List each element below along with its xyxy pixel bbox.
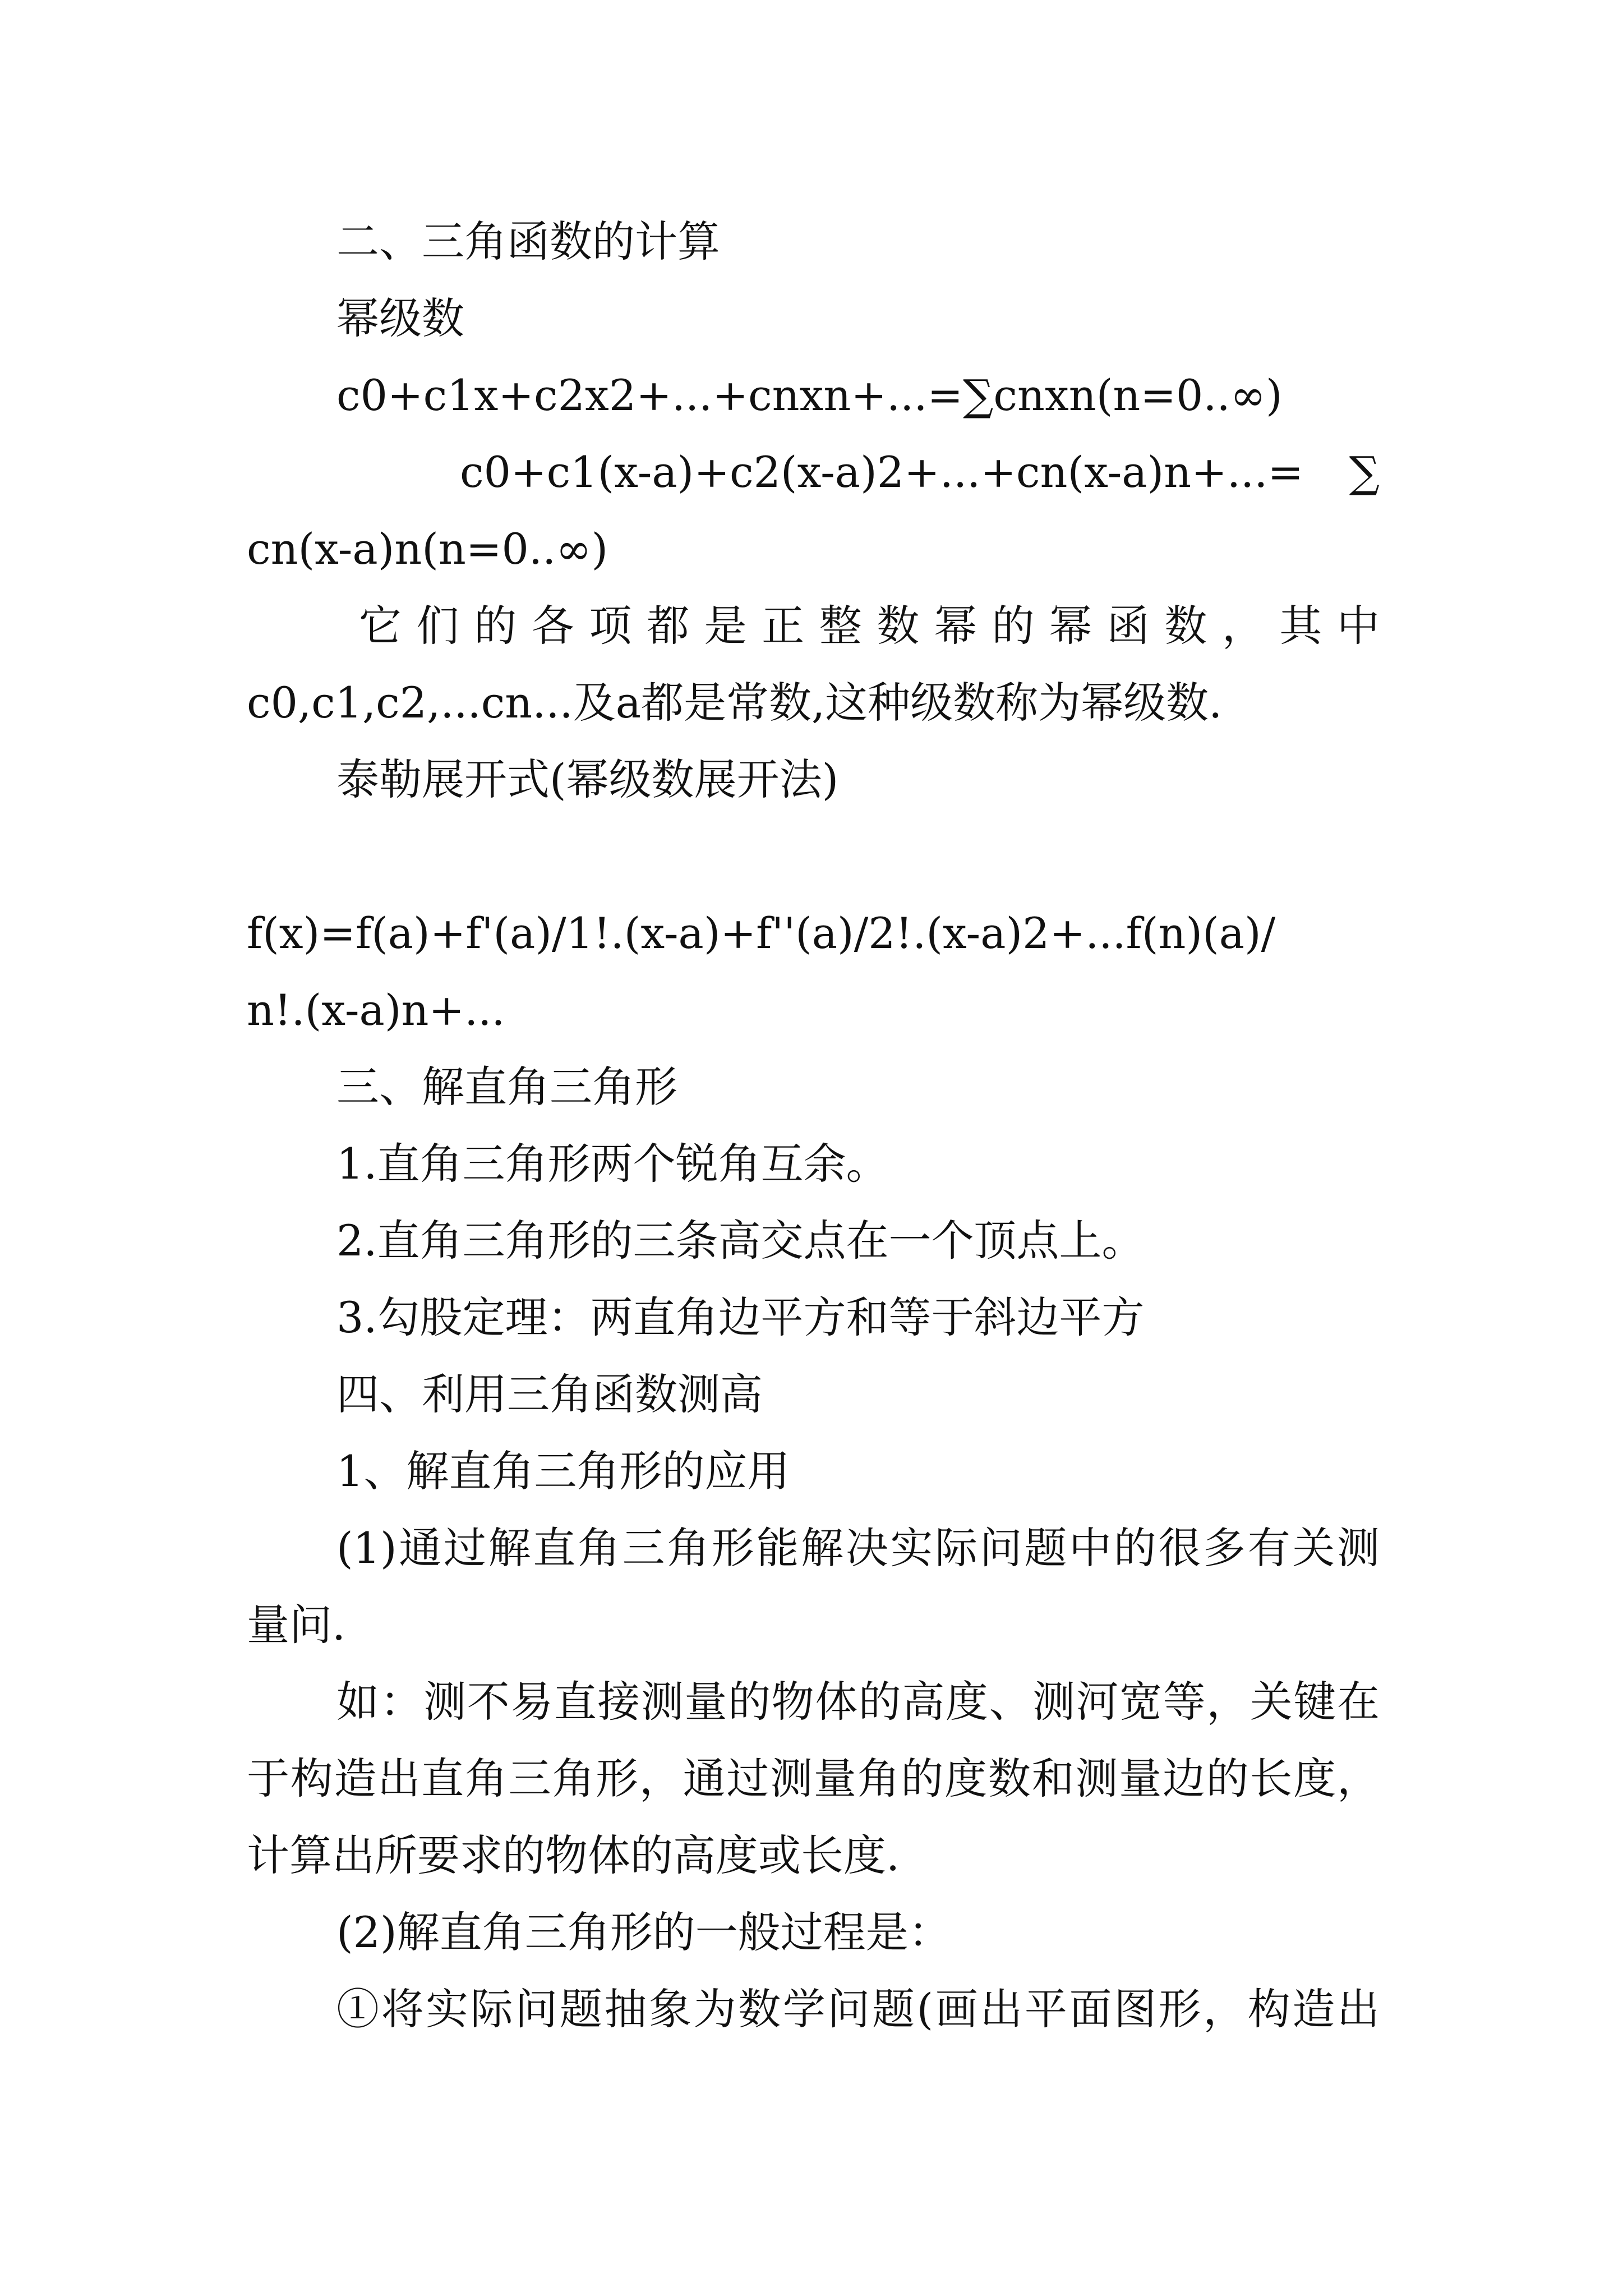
section-heading-measure-height: 四、利用三角函数测高	[336, 1369, 763, 1419]
formula-power-series: c0+c1x+c2x2+...+cnxn+...=∑cnxn(n=0..∞)	[336, 370, 1283, 420]
paragraph-general-process: (2)解直角三角形的一般过程是：	[336, 1907, 951, 1957]
list-item-3: 3.勾股定理：两直角边平方和等于斜边平方	[336, 1292, 1145, 1342]
paragraph-power-series-definition-cont: c0,c1,c2,...cn...及a都是常数,这种级数称为幂级数.	[247, 678, 1223, 728]
paragraph-power-series-definition: 它们的各项都是正整数幂的幂函数，其中	[359, 601, 1380, 651]
subheading-taylor-expansion: 泰勒展开式(幂级数展开法)	[336, 754, 839, 804]
paragraph-example: 如：测不易直接测量的物体的高度、测河宽等，关键在	[336, 1677, 1380, 1727]
section-heading-right-triangle: 三、解直角三角形	[336, 1062, 677, 1112]
subheading-power-series: 幂级数	[336, 293, 464, 343]
paragraph-example-cont-2: 计算出所要求的物体的高度或长度.	[247, 1830, 900, 1880]
section-heading-trig-calculation: 二、三角函数的计算	[336, 217, 720, 266]
formula-power-series-shifted-cont: cn(x-a)n(n=0..∞)	[247, 524, 608, 574]
paragraph-application-1-cont: 量问.	[247, 1600, 346, 1650]
paragraph-application-1: (1)通过解直角三角形能解决实际问题中的很多有关测	[336, 1523, 1380, 1573]
formula-taylor: f(x)=f(a)+f'(a)/1!.(x-a)+f''(a)/2!.(x-a)2+...f(n)(a)/	[247, 908, 1276, 958]
formula-taylor-cont: n!.(x-a)n+...	[247, 985, 505, 1035]
paragraph-example-cont-1: 于构造出直角三角形，通过测量角的度数和测量边的长度，	[247, 1754, 1380, 1803]
list-item-1: 1.直角三角形两个锐角互余。	[336, 1139, 889, 1189]
paragraph-step-1: ①将实际问题抽象为数学问题(画出平面图形，构造出	[336, 1984, 1380, 2034]
formula-power-series-shifted: c0+c1(x-a)+c2(x-a)2+...+cn(x-a)n+...= ∑	[460, 447, 1380, 497]
list-item-2: 2.直角三角形的三条高交点在一个顶点上。	[336, 1216, 1145, 1266]
subheading-applications: 1、解直角三角形的应用	[336, 1446, 790, 1496]
